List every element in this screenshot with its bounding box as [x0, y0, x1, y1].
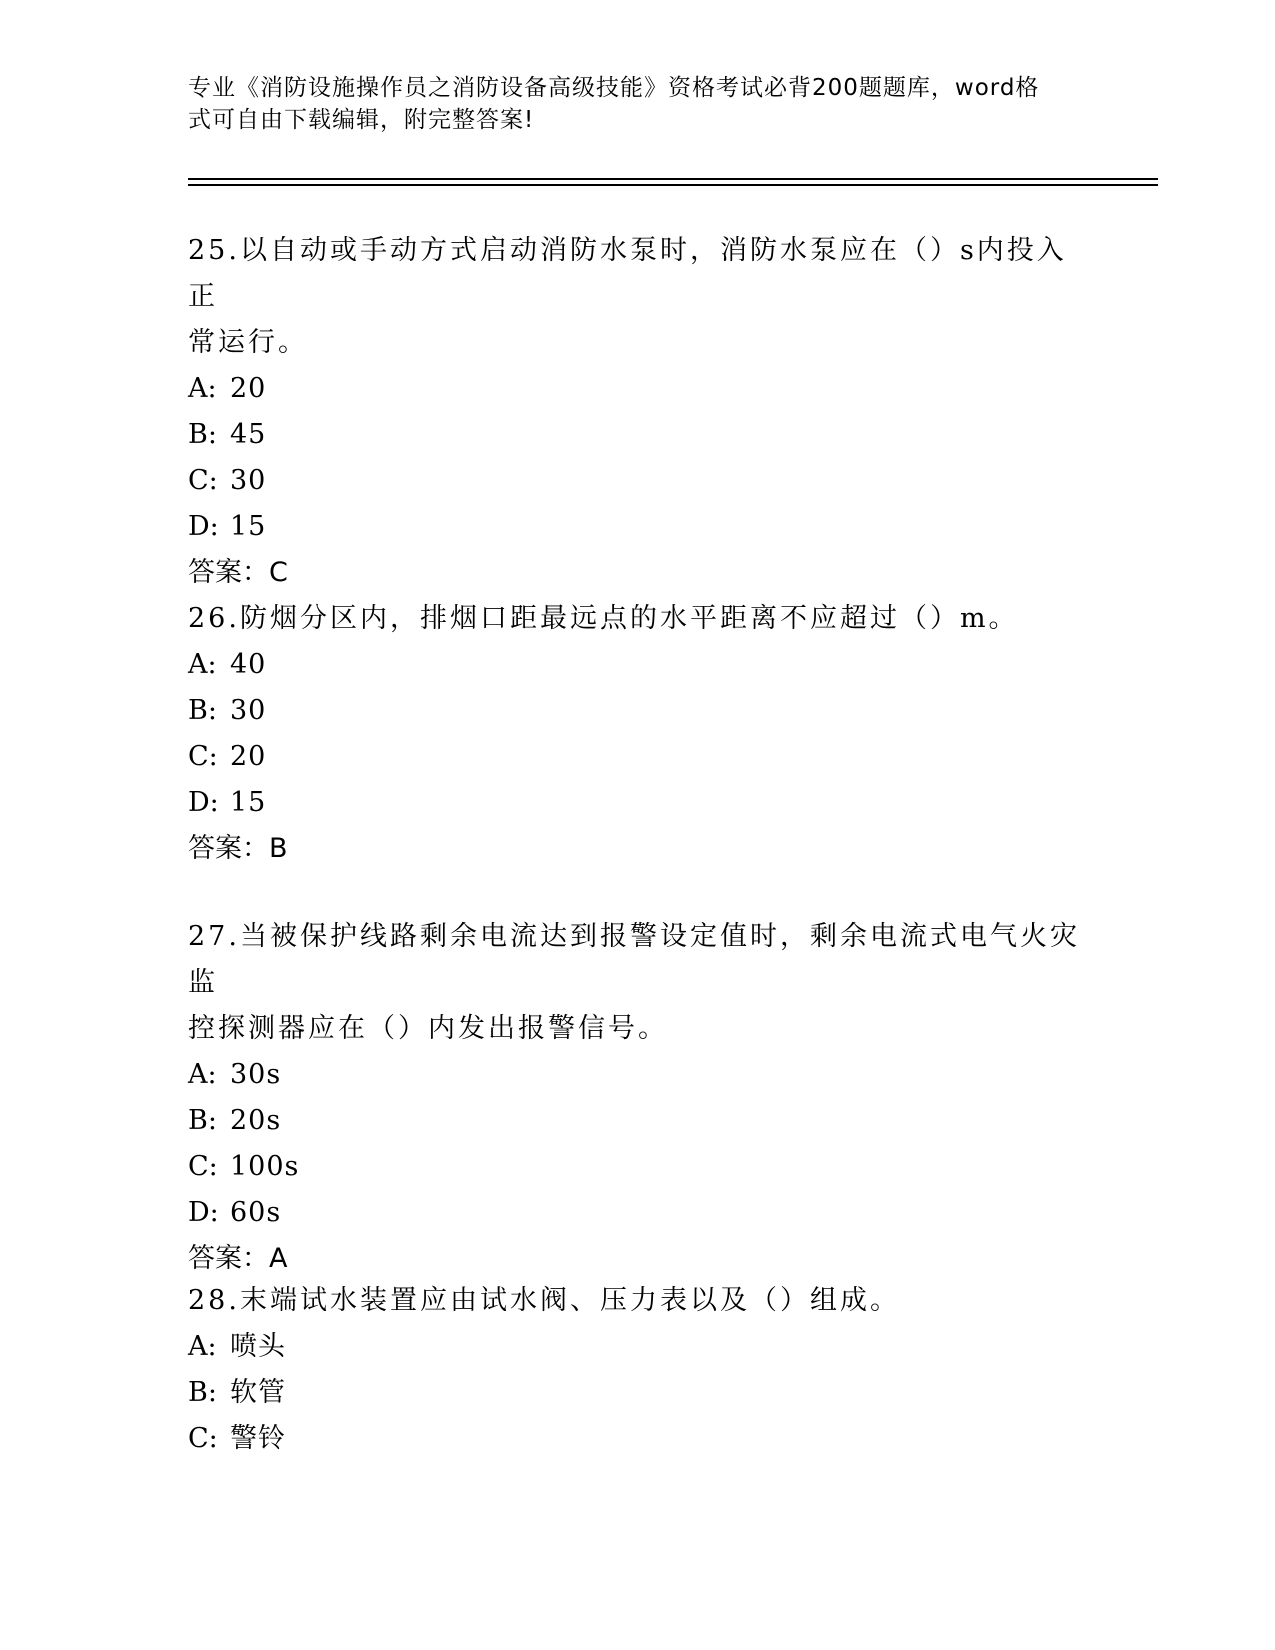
option-d [188, 504, 1088, 550]
question-26 [188, 596, 1088, 872]
option-letter: A: [188, 373, 217, 404]
option-a [188, 1324, 1088, 1370]
option-value: 15 [230, 787, 267, 818]
option-value: 60s [230, 1197, 282, 1228]
document-header [188, 72, 1068, 136]
question-25 [188, 228, 1088, 596]
option-d [188, 780, 1088, 826]
question-text: 28.末端试水装置应由试水阀、压力表以及（）组成。 [188, 1285, 900, 1316]
option-value: 15 [230, 511, 267, 542]
option-letter: D: [188, 787, 219, 818]
option-c [188, 1144, 1088, 1190]
option-value: 30 [230, 465, 267, 496]
option-value: 30s [230, 1059, 282, 1090]
option-value: 喷头 [230, 1331, 286, 1362]
header-line-1: 专业《消防设施操作员之消防设备高级技能》资格考试必背200题题库，word格 [188, 75, 1040, 101]
option-value: 警铃 [230, 1423, 286, 1454]
option-value: 20 [230, 741, 267, 772]
option-letter: B: [188, 695, 217, 726]
question-text-continued: 常运行。 [188, 327, 308, 358]
answer-key: 答案：B [188, 833, 288, 864]
header-divider-bottom [188, 184, 1158, 186]
option-value: 30 [230, 695, 267, 726]
option-letter: B: [188, 1377, 217, 1408]
option-b [188, 1098, 1088, 1144]
option-letter: A: [188, 649, 217, 680]
option-a [188, 642, 1088, 688]
header-divider-top [188, 178, 1158, 180]
question-text-continued: 控探测器应在（）内发出报警信号。 [188, 1013, 668, 1044]
option-a [188, 366, 1088, 412]
option-value: 45 [230, 419, 267, 450]
option-letter: B: [188, 1105, 217, 1136]
option-letter: D: [188, 1197, 219, 1228]
option-a [188, 1052, 1088, 1098]
question-text: 26.防烟分区内，排烟口距最远点的水平距离不应超过（）m。 [188, 603, 1019, 634]
option-letter: A: [188, 1059, 217, 1090]
option-letter: C: [188, 741, 218, 772]
option-c [188, 1416, 1088, 1462]
option-letter: C: [188, 465, 218, 496]
question-text: 27.当被保护线路剩余电流达到报警设定值时，剩余电流式电气火灾监 [188, 921, 1080, 998]
option-c [188, 734, 1088, 780]
question-27 [188, 914, 1088, 1282]
option-c [188, 458, 1088, 504]
option-b [188, 1370, 1088, 1416]
option-value: 软管 [230, 1377, 286, 1408]
option-b [188, 688, 1088, 734]
option-letter: B: [188, 419, 217, 450]
option-letter: C: [188, 1423, 218, 1454]
answer-key: 答案：A [188, 1243, 288, 1274]
option-value: 40 [230, 649, 267, 680]
answer-key: 答案：C [188, 557, 288, 588]
option-letter: D: [188, 511, 219, 542]
option-d [188, 1190, 1088, 1236]
option-value: 20s [230, 1105, 282, 1136]
option-value: 100s [230, 1151, 300, 1182]
question-28 [188, 1278, 1088, 1462]
option-letter: C: [188, 1151, 218, 1182]
option-letter: A: [188, 1331, 217, 1362]
question-text: 25.以自动或手动方式启动消防水泵时，消防水泵应在（）s内投入正 [188, 235, 1067, 312]
option-b [188, 412, 1088, 458]
option-value: 20 [230, 373, 267, 404]
header-line-2: 式可自由下载编辑，附完整答案! [188, 107, 535, 133]
